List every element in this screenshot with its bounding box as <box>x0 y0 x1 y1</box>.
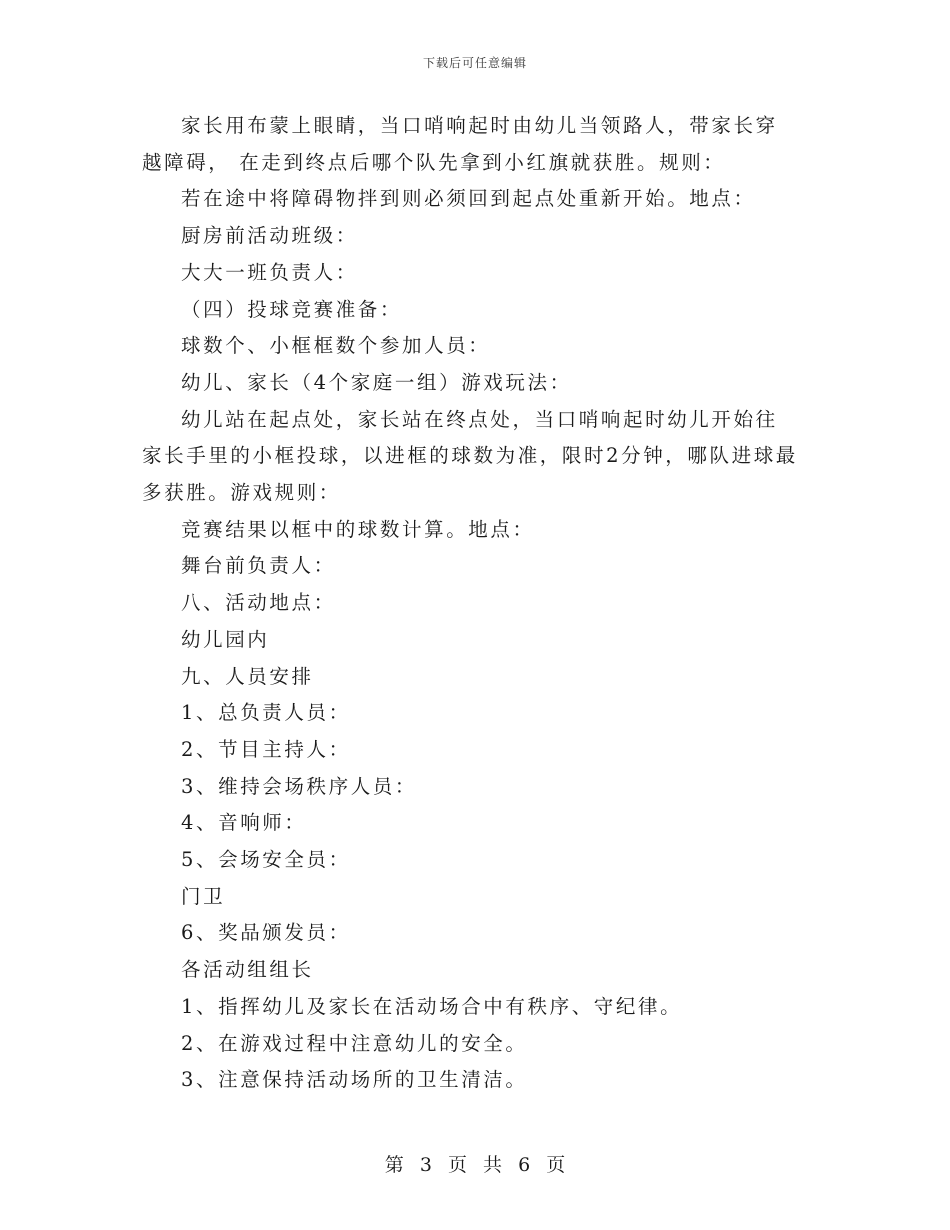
paragraph: 家长用布蒙上眼睛，当口哨响起时由幼儿当领路人，带家长穿越障碍， 在走到终点后哪个队先拿到小红旗就获胜。规则： <box>142 114 778 174</box>
footer-di: 第 <box>384 1154 404 1176</box>
paragraph: 门卫 <box>181 884 226 908</box>
list-item: 1、指挥幼儿及家长在活动场合中有秩序、守纪律。 <box>181 994 683 1018</box>
paragraph: 竞赛结果以框中的球数计算。地点： <box>181 517 535 541</box>
paragraph: 大大一班负责人： <box>181 260 358 284</box>
page-footer <box>0 1150 950 1177</box>
paragraph: （四）投球竞赛准备： <box>181 297 403 321</box>
header-note: 下载后可任意编辑 <box>422 56 527 70</box>
list-item: 2、在游戏过程中注意幼儿的安全。 <box>181 1031 528 1055</box>
paragraph: 厨房前活动班级： <box>181 224 358 248</box>
section-heading: 八、活动地点： <box>181 591 336 615</box>
paragraph: 各活动组组长 <box>181 958 314 982</box>
footer-current-page: 3 <box>419 1154 432 1176</box>
paragraph: 若在途中将障碍物拌到则必须回到起点处重新开始。地点： <box>181 187 756 211</box>
paragraph: 幼儿、家长（4个家庭一组）游戏玩法： <box>181 370 572 394</box>
list-item: 4、音响师： <box>181 811 307 835</box>
paragraph: 球数个、小框框数个参加人员： <box>181 334 491 358</box>
footer-total-pages: 6 <box>518 1154 531 1176</box>
footer-gong: 共 <box>483 1154 503 1176</box>
page-header <box>0 54 950 71</box>
paragraph: 幼儿园内 <box>181 627 270 651</box>
footer-ye-2: 页 <box>546 1154 566 1176</box>
paragraph: 舞台前负责人： <box>181 554 336 578</box>
list-item: 6、奖品颁发员： <box>181 921 351 945</box>
list-item: 2、节目主持人： <box>181 737 351 761</box>
list-item: 5、会场安全员： <box>181 848 351 872</box>
document-body <box>142 108 798 1099</box>
paragraph: 幼儿站在起点处，家长站在终点处，当口哨响起时幼儿开始往家长手里的小框投球，以进框的球数为准，限时2分钟，哪队进球最多获胜。游戏规则： <box>142 407 798 505</box>
list-item: 3、注意保持活动场所的卫生清洁。 <box>181 1068 528 1092</box>
list-item: 3、维持会场秩序人员： <box>181 774 418 798</box>
section-heading: 九、人员安排 <box>181 664 314 688</box>
list-item: 1、总负责人员： <box>181 701 351 725</box>
footer-ye: 页 <box>447 1154 467 1176</box>
